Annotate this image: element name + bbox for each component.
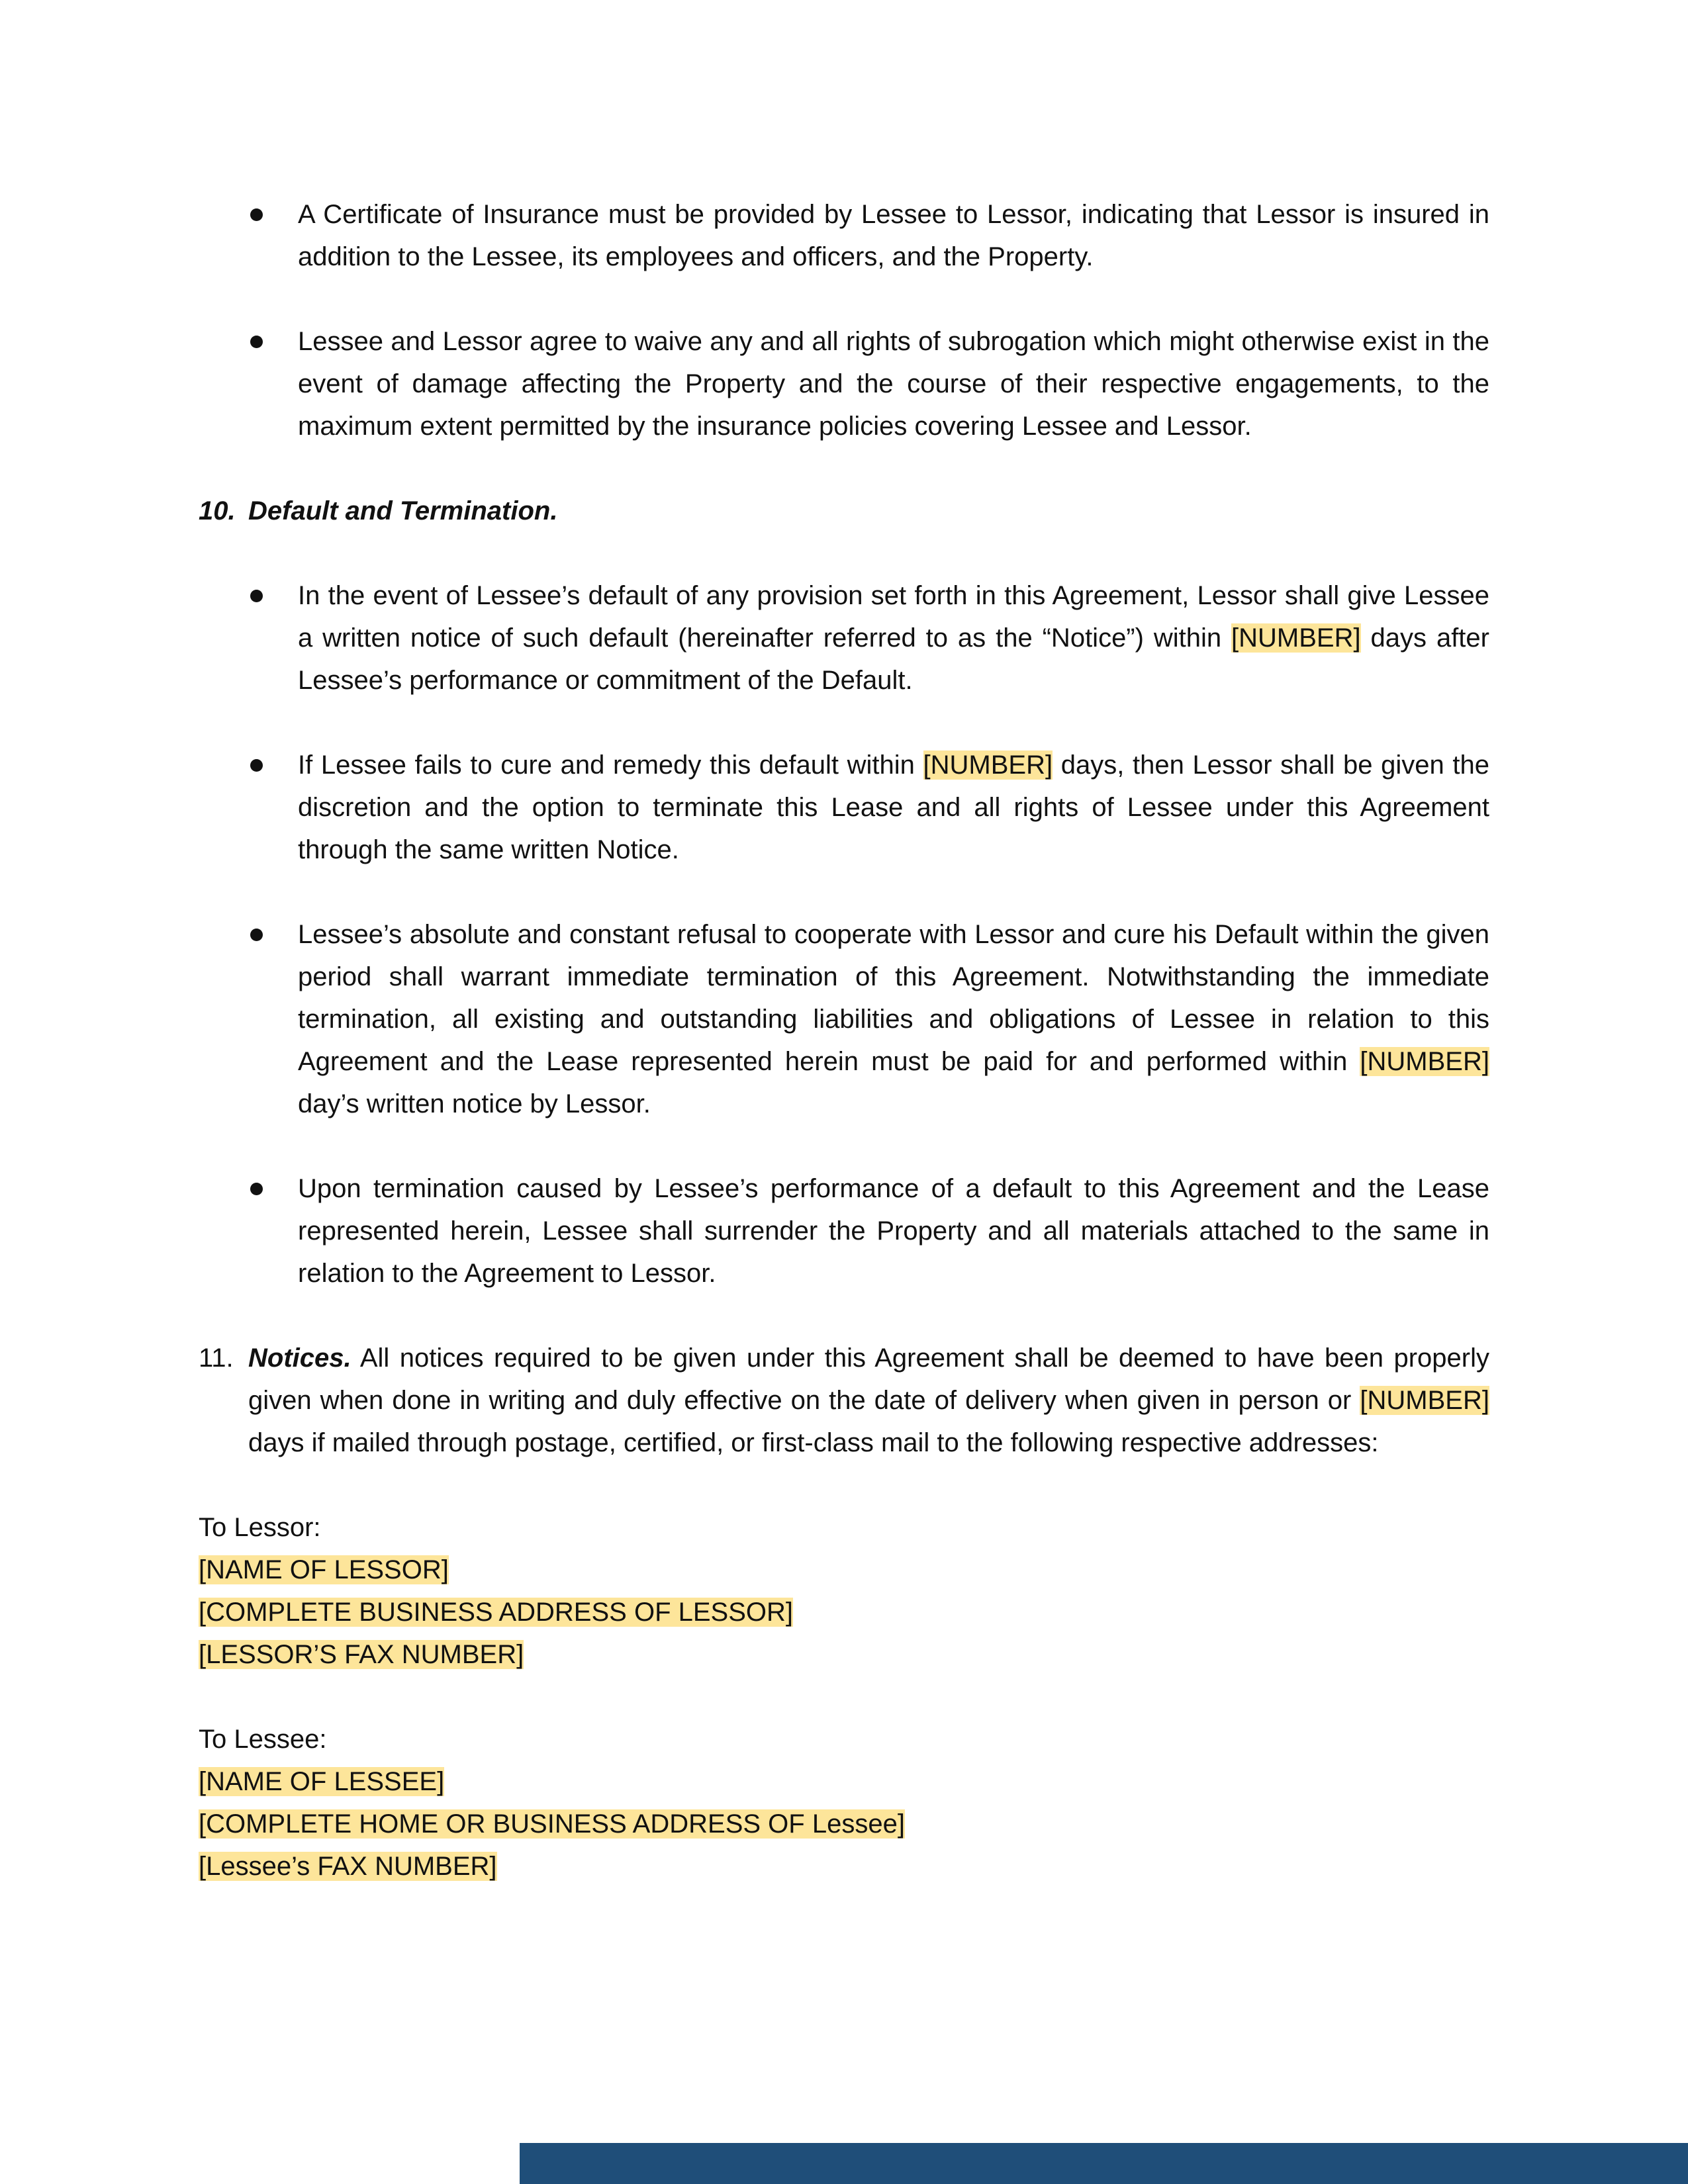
surrender-property-bullet xyxy=(199,1167,1489,1295)
bullet-text: Lessee and Lessor agree to waive any and all rights of subrogation which might otherwise exist in the event of damage affecting the Property and the course of their respective engagements, to the maximum extent permitted by the insurance policies covering Lessee and Lessor. xyxy=(298,327,1489,441)
section-text-before: All notices required to be given under this Agreement shall be deemed to have been properly given when done in writing and duly effective on the date of delivery when given in person or xyxy=(248,1343,1489,1415)
lessor-address-placeholder: [COMPLETE BUSINESS ADDRESS OF LESSOR] xyxy=(199,1598,794,1627)
section-number: 10. xyxy=(199,496,236,525)
bullet-text-before: Lessee’s absolute and constant refusal to cooperate with Lessor and cure his Default within the given period shall warrant immediate termination of this Agreement. Notwithstanding the immediate termination, all existing and outstanding liabilities and obligations of Lessee in relation to this Agreement and the Lease represented herein must be paid for and performed within xyxy=(298,920,1489,1076)
bullet-dot-icon xyxy=(250,590,263,602)
bullet-text: Upon termination caused by Lessee’s performance of a default to this Agreement and the Lease represented herein, Lessee shall surrender the Property and all materials attached to the same in relation to the Agreement to Lessor. xyxy=(298,1174,1489,1288)
lessee-label: To Lessee: xyxy=(199,1725,327,1754)
number-placeholder: [NUMBER] xyxy=(1360,1047,1489,1076)
lessee-address-block xyxy=(199,1718,1489,1888)
lessor-label: To Lessor: xyxy=(199,1513,321,1542)
bullet-dot-icon xyxy=(250,929,263,941)
section-number: 11. xyxy=(199,1343,234,1373)
bullet-dot-icon xyxy=(250,1183,263,1195)
lessor-address-block xyxy=(199,1506,1489,1676)
cure-remedy-bullet xyxy=(199,744,1489,871)
lessee-fax-placeholder: [Lessee’s FAX NUMBER] xyxy=(199,1852,497,1881)
bullet-text-before: If Lessee fails to cure and remedy this default within xyxy=(298,751,923,780)
section-title: Notices. xyxy=(248,1343,352,1373)
lessor-fax-placeholder: [LESSOR’S FAX NUMBER] xyxy=(199,1640,524,1669)
section-11-notices xyxy=(199,1337,1489,1464)
insurance-bullet-subrogation xyxy=(199,320,1489,447)
number-placeholder: [NUMBER] xyxy=(1360,1386,1489,1415)
bullet-dot-icon xyxy=(250,208,263,221)
bullet-dot-icon xyxy=(250,336,263,348)
bullet-text-before: In the event of Lessee’s default of any provision set forth in this Agreement, Lessor shall give Lessee a written notice of such default (hereinafter referred to as the “Notice”) within xyxy=(298,581,1489,653)
lessee-name-placeholder: [NAME OF LESSEE] xyxy=(199,1767,445,1796)
default-notice-bullet xyxy=(199,574,1489,702)
lessee-address-placeholder: [COMPLETE HOME OR BUSINESS ADDRESS OF Lessee] xyxy=(199,1809,905,1839)
number-placeholder: [NUMBER] xyxy=(923,751,1053,780)
refusal-termination-bullet xyxy=(199,913,1489,1125)
bullet-text-after: day’s written notice by Lessor. xyxy=(298,1089,651,1118)
section-title: Default and Termination. xyxy=(248,496,558,525)
bullet-dot-icon xyxy=(250,759,263,772)
footer-accent-bar xyxy=(520,2143,1688,2184)
bullet-text: A Certificate of Insurance must be provided by Lessee to Lessor, indicating that Lessor is insured in addition to the Lessee, its employees and officers, and the Property. xyxy=(298,200,1489,271)
number-placeholder: [NUMBER] xyxy=(1231,623,1361,653)
lessor-name-placeholder: [NAME OF LESSOR] xyxy=(199,1555,449,1584)
section-text-after: days if mailed through postage, certified, or first-class mail to the following respective addresses: xyxy=(248,1428,1379,1457)
section-10-heading xyxy=(199,490,1489,532)
bullet-text-after: days after Lessee’s performance or commitment of the Default. xyxy=(298,623,1489,695)
insurance-bullet-certificate xyxy=(199,193,1489,278)
bullet-text-after: days, then Lessor shall be given the discretion and the option to terminate this Lease and all rights of Lessee under this Agreement through the same written Notice. xyxy=(298,751,1490,864)
document-body xyxy=(199,193,1489,1930)
